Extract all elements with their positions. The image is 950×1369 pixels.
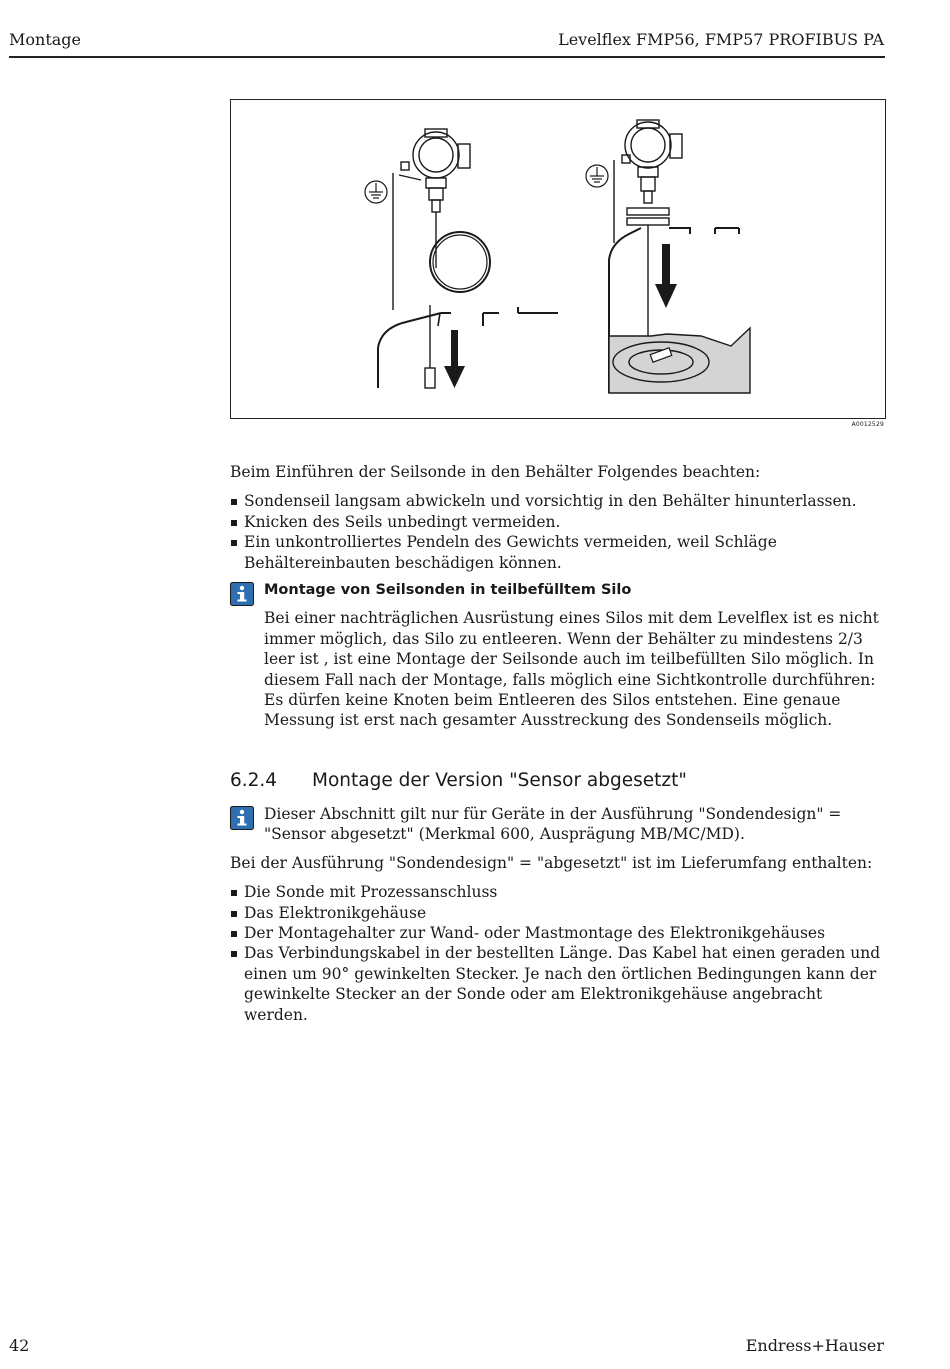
info-note — [230, 804, 885, 845]
intro-paragraph: Beim Einführen der Seilsonde in den Behälter Folgendes beachten: — [230, 463, 761, 481]
section-heading — [230, 770, 687, 791]
info-icon — [230, 806, 254, 830]
figure-code: A0012529 — [851, 421, 884, 428]
info-icon — [230, 582, 254, 606]
ground-symbol-left — [365, 181, 387, 203]
rope-probe-illustration — [231, 100, 885, 418]
list-item: Knicken des Seils unbedingt vermeiden. — [230, 512, 885, 532]
installation-figure — [230, 99, 886, 419]
list-item: Ein unkontrolliertes Pendeln des Gewichts vermeiden, weil Schläge Behältereinbauten beschädigen können. — [230, 532, 885, 573]
list-item: Der Montagehalter zur Wand- oder Mastmontage des Elektronikgehäuses — [230, 923, 885, 943]
page-number: 42 — [9, 1336, 30, 1355]
info-note — [230, 580, 885, 731]
note-title: Montage von Seilsonden in teilbefülltem Silo — [264, 582, 632, 599]
note-text: Bei einer nachträglichen Ausrüstung eines Silos mit dem Levelflex ist es nicht immer möglich, das Silo zu entleeren. Wenn der Behälter zu mindestens 2/3 leer ist , ist eine Montage der Seilsonde auch im teilbefüllten Silo möglich. In diesem Fall nach der Montage, falls möglich eine Sichtkontrolle durchführen: Es dürfen keine Knoten beim Entleeren des Silos entstehen. Eine genaue Messung ist erst nach gesamter Ausstreckung des Sondenseils möglich. — [264, 609, 879, 730]
running-header-title: Levelflex FMP56, FMP57 PROFIBUS PA — [558, 30, 884, 49]
list-item: Das Verbindungskabel in der bestellten Länge. Das Kabel hat einen geraden und einen um 90° gewinkelten Stecker. Je nach den örtlichen Bedingungen kann der gewinkelte Stecker an der Sonde oder am Elektronikgehäuse angebracht werden. — [230, 943, 885, 1025]
transmitter-housing-left — [399, 129, 470, 212]
transmitter-housing-right — [622, 120, 682, 203]
running-header-section: Montage — [9, 30, 81, 49]
intro-paragraph: Bei der Ausführung "Sondendesign" = "abgesetzt" ist im Lieferumfang enthalten: — [230, 853, 873, 872]
bullet-list — [230, 491, 885, 573]
note-text: Dieser Abschnitt gilt nur für Geräte in der Ausführung "Sondendesign" = "Sensor abgesetzt" (Merkmal 600, Ausprägung MB/MC/MD). — [264, 805, 842, 844]
list-item: Die Sonde mit Prozessanschluss — [230, 882, 885, 902]
header-rule — [9, 56, 885, 58]
section-number: 6.2.4 — [230, 770, 278, 791]
section-title: Montage der Version "Sensor abgesetzt" — [312, 770, 687, 791]
list-item: Sondenseil langsam abwickeln und vorsichtig in den Behälter hinunterlassen. — [230, 491, 885, 511]
bullet-list — [230, 882, 885, 1025]
ground-symbol-right — [586, 165, 608, 187]
section-seilsonde — [230, 462, 885, 731]
brand-name: Endress+Hauser — [745, 1336, 884, 1355]
section-sensor-abgesetzt — [230, 804, 885, 1025]
list-item: Das Elektronikgehäuse — [230, 903, 885, 923]
